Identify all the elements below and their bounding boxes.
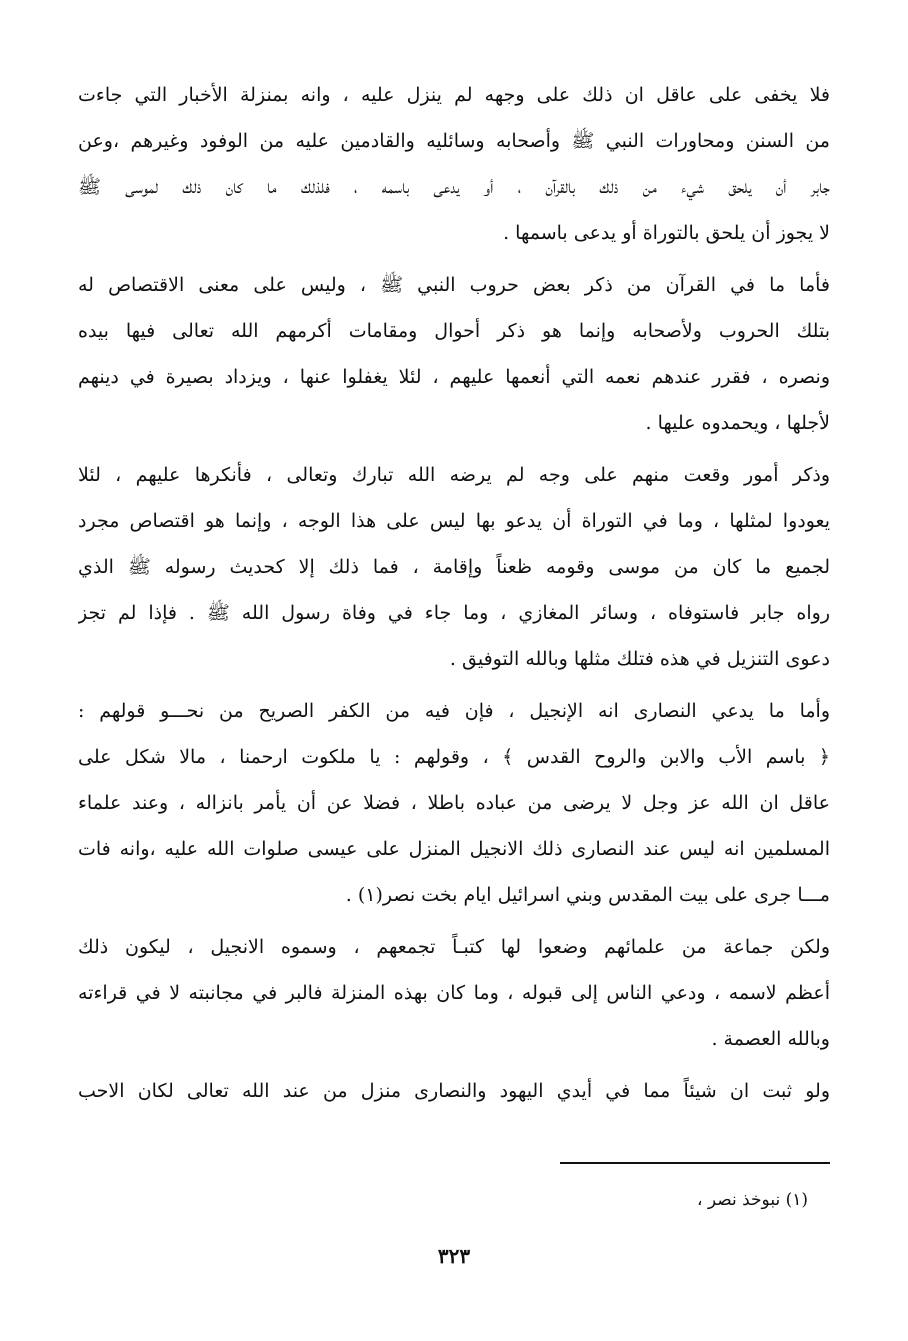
text-line: لا يجوز أن يلحق بالتوراة أو يدعى باسمها . [503, 222, 830, 244]
text-line: دعوى التنزيل في هذه فتلك مثلها وبالله التوفيق . [449, 648, 830, 670]
text-line: ولو ثبت ان شيئاً مما في أيدي اليهود والنصارى منزل من عند الله تعالى لكان الاحب [78, 1080, 830, 1102]
text-line: فأما ما في القرآن من ذكر بعض حروب النبي ﷺ ، وليس على معنى الاقتصاص له [78, 274, 830, 296]
text-line: لأجلها ، ويحمدوه عليها . [645, 412, 830, 434]
paragraph-1 [78, 72, 830, 256]
paragraph-5 [78, 924, 830, 1062]
text-line: رواه جابر فاستوفاه ، وسائر المغازي ، وما جاء في وفاة رسول الله ﷺ . فإذا لم تجز [78, 602, 830, 624]
text-line: عاقل ان الله عز وجل لا يرضى من عباده باطلا ، فضلا عن أن يأمر بانزاله ، وعند علماء [78, 792, 830, 814]
paragraph-2 [78, 262, 830, 446]
paragraph-3 [78, 452, 830, 682]
body-text [78, 72, 830, 1120]
paragraph-6 [78, 1068, 830, 1114]
text-line: المسلمين انه ليس عند النصارى ذلك الانجيل المنزل على عيسى صلوات الله عليه ،وانه فات [78, 838, 830, 860]
text-line: من السنن ومحاورات النبي ﷺ وأصحابه وسائليه والقادمين عليه من الوفود وغيرهم ،وعن [78, 130, 830, 152]
text-line: ولكن جماعة من علمائهم وضعوا لها كتبـاً تجمعهم ، وسموه الانجيل ، ليكون ذلك [78, 936, 830, 958]
text-line: فلا يخفى على عاقل ان ذلك على وجهه لم ينزل عليه ، وانه بمنزلة الأخبار التي جاءت [78, 84, 830, 106]
page-number: ٣٢٣ [437, 1244, 471, 1268]
text-line: وبالله العصمة . [711, 1028, 830, 1050]
text-line: ونصره ، فقرر عندهم نعمه التي أنعمها عليهم ، لئلا يغفلوا عنها ، ويزداد بصيرة في دينهم [78, 366, 830, 388]
text-line: أعظم لاسمه ، ودعي الناس إلى قبوله ، وما كان بهذه المنزلة فالبر في مجانبته لا في قراءته [78, 982, 830, 1004]
footnote-separator [560, 1162, 830, 1164]
text-line: لجميع ما كان من موسى وقومه ظعناً وإقامة ، فما ذلك إلا كحديث رسوله ﷺ الذي [78, 556, 830, 578]
text-line: جابر أن يلحق شيء من ذلك بالقرآن ، أو يدعى باسمه ، فلذلك ما كان ذلك لموسى ﷺ [78, 176, 830, 198]
paragraph-4 [78, 688, 830, 918]
text-line: مـــا جرى على بيت المقدس وبني اسرائيل ايام بخت نصر(١) . [345, 884, 830, 906]
text-line: ﴿ باسم الأب والابن والروح القدس ﴾ ، وقولهم : يا ملكوت ارحمنا ، مالا شكل على [78, 746, 830, 768]
footnote: (١) نبوخذ نصر ، [696, 1190, 808, 1210]
text-line: يعودوا لمثلها ، وما في التوراة أن يدعو بها ليس على هذا الوجه ، وإنما هو اقتصاص مجرد [78, 510, 830, 532]
text-line: بتلك الحروب ولأصحابه وإنما هو ذكر أحوال ومقامات أكرمهم الله تعالى فيها بيده [78, 320, 830, 342]
text-line: وذكر أمور وقعت منهم على وجه لم يرضه الله تبارك وتعالى ، فأنكرها عليهم ، لئلا [78, 464, 830, 486]
text-line: وأما ما يدعي النصارى انه الإنجيل ، فإن فيه من الكفر الصريح من نحـــو قولهم : [78, 700, 830, 722]
